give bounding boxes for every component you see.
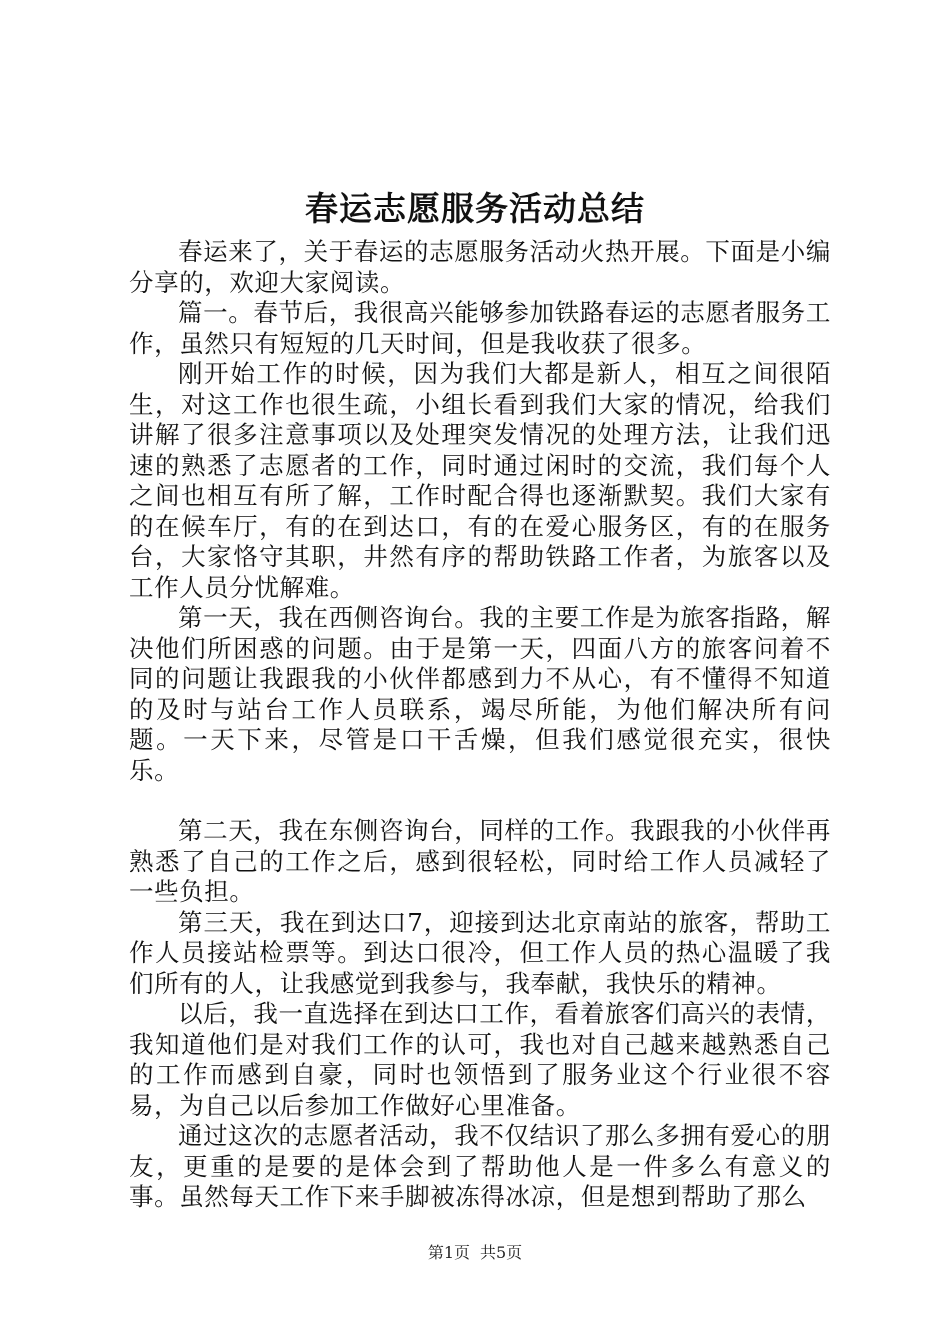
paragraph-part-one: 篇一。春节后，我很高兴能够参加铁路春运的志愿者服务工作，虽然只有短短的几天时间，但是我收获了很多。 <box>129 298 831 358</box>
paragraph-day-one: 第一天，我在西侧咨询台。我的主要工作是为旅客指路，解决他们所困惑的问题。由于是第一天，四面八方的旅客问着不同的问题让我跟我的小伙伴都感到力不从心，有不懂得不知道的及时与站台工作人员联系，竭尽所能，为他们解决所有问题。一天下来，尽管是口干舌燥，但我们感觉很充实，很快乐。 <box>129 603 831 785</box>
paragraph-afterwards: 以后，我一直选择在到达口工作，看着旅客们高兴的表情，我知道他们是对我们工作的认可，我也对自己越来越熟悉自己的工作而感到自豪，同时也领悟到了服务业这个行业很不容易，为自己以后参加工作做好心里准备。 <box>129 999 831 1120</box>
paragraph-day-two: 第二天，我在东侧咨询台，同样的工作。我跟我的小伙伴再熟悉了自己的工作之后，感到很轻松，同时给工作人员减轻了一些负担。 <box>129 816 831 906</box>
paragraph-beginning: 刚开始工作的时候，因为我们大都是新人，相互之间很陌生，对这工作也很生疏，小组长看到我们大家的情况，给我们讲解了很多注意事项以及处理突发情况的处理方法，让我们迅速的熟悉了志愿者的工作，同时通过闲时的交流，我们每个人之间也相互有所了解，工作时配合得也逐渐默契。我们大家有的在候车厅，有的在到达口，有的在爱心服务区，有的在服务台，大家恪守其职，井然有序的帮助铁路工作者，为旅客以及工作人员分忧解难。 <box>129 359 831 602</box>
document-body <box>129 237 831 1213</box>
page-footer <box>0 1241 950 1265</box>
paragraph-reflection: 通过这次的志愿者活动，我不仅结识了那么多拥有爱心的朋友，更重的是要的是体会到了帮助他人是一件多么有意义的事。虽然每天工作下来手脚被冻得冰凉，但是想到帮助了那么 <box>129 1121 831 1211</box>
paragraph-intro: 春运来了，关于春运的志愿服务活动火热开展。下面是小编分享的，欢迎大家阅读。 <box>129 237 831 297</box>
page-number-total: 共5页 <box>480 1243 523 1262</box>
paragraph-day-three: 第三天，我在到达口7，迎接到达北京南站的旅客，帮助工作人员接站检票等。到达口很冷，但工作人员的热心温暖了我们所有的人，让我感觉到我参与，我奉献，我快乐的精神。 <box>129 907 831 998</box>
page-number-current: 第1页 <box>427 1243 470 1262</box>
document-title: 春运志愿服务活动总结 <box>305 189 645 228</box>
